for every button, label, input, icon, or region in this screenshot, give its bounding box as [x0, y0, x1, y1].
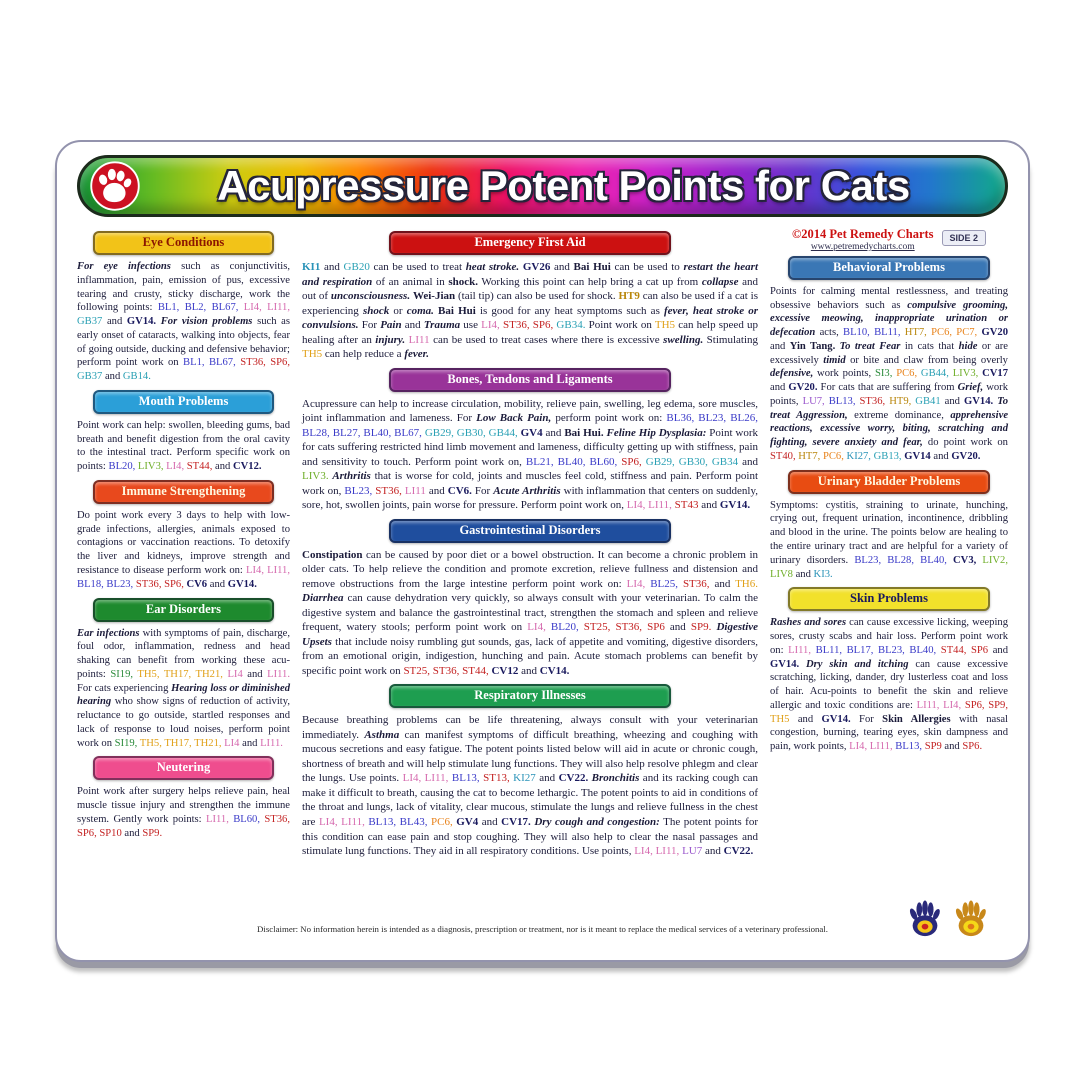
section-emergency-first-aid — [302, 231, 758, 362]
section-text-ear-disorders: Ear infections with symptoms of pain, discharge, foul odor, inflammation, redness and head shaking can benefit from working these acu-points: SI19, TH5, TH17, TH21, LI4 and LI11. For cats experiencing Hearing loss or diminished hearing who show signs of reduction of activity, reluctance to go outside, startled responses and lack of response to loud noises, perform point work on SI19, TH5, TH17, TH21, LI4 and LI11. — [77, 627, 290, 749]
section-text-emergency-first-aid: KI1 and GB20 can be used to treat heat stroke. GV26 and Bai Hui can be used to restart the heart and respiration of an animal in shock. Working this point can help bring a cat up from collapse and out of unconsciousness. Wei-Jian (tail tip) can also be used for shock. HT9 can also be used if a cat is experiencing shock or coma. Bai Hui is good for any heat symptoms such as fever, heat stroke or convulsions. For Pain and Trauma use LI4, ST36, SP6, GB34. Point work on TH5 can help speed up healing after an injury. LI11 can be used to treat cases where there is excessive swelling. Stimulating TH5 can help reduce a fever. — [302, 261, 759, 361]
section-text-behavioral-problems: Points for calming mental restlessness, and treating obsessive behaviors such as compulsive grooming, excessive meowing, inappropriate urination or defecation acts, BL10, BL11, HT7, PC6, PC7, GV20 and Yin Tang. To treat Fear in cats that hide or are excessively timid or bite and claw from being overly defensive, work points, SI3, PC6, GB44, LIV3, CV17 and GV20. For cats that are suffering from Grief, work points, LU7, BL13, ST36, HT9, GB41 and GV14. To treat Aggression, extreme dominance, apprehensive reactions, excessive worry, biting, scratching and fighting, severe anxiety and fear, do point work on ST40, HT7, PC6, KI27, GB13, GV14 and GV20. — [770, 285, 1009, 462]
section-header-skin-problems: Skin Problems — [788, 587, 990, 611]
website-text: www.petremedycharts.com — [810, 241, 915, 252]
chart-card — [55, 140, 1030, 962]
left-column — [77, 228, 290, 847]
page-title: Acupressure Potent Points for Cats — [217, 162, 910, 209]
side-2-badge: SIDE 2 — [942, 230, 987, 246]
section-header-emergency-first-aid: Emergency First Aid — [389, 231, 672, 255]
disclaimer-text: Disclaimer: No information herein is intended as a diagnosis, prescription or treatment, nor is it meant to replace the medical services of a veterinary professional. — [257, 924, 828, 934]
section-header-gastrointestinal-disorders: Gastrointestinal Disorders — [389, 519, 672, 543]
section-text-respiratory-illnesses: Because breathing problems can be life threatening, always consult with your veterinarian immediately. Asthma can manifest symptoms of difficult breathing, wheezing and coughing with mucous secretions and easy fatigue. The potent points listed below will aid in acute or chronic cough, shortness of breath and will help stimulate lung functions. They will also help resolve phlegm and clear the lungs. Use points. LI4, LI11, BL13, ST13, KI27 and CV22. Bronchitis and its racking cough can make it difficult to breath, causing the cat to become lethargic. The potent points to aid in conditions of the throat and lungs, lack of vitality, clear mucous, stimulate the lungs and relieve fullness in the chest are LI4, LI11, BL13, BL43, PC6, GV4 and CV17. Dry cough and congestion: The potent points for this condition can ease pain and stop coughing. They will also help to clear the nasal passages and stimulate lung functions. They aid in all respiratory conditions. Use points, LI4, LI11, LU7 and CV22. — [302, 714, 759, 858]
section-immune-strengthening — [77, 480, 290, 592]
section-header-mouth-problems: Mouth Problems — [93, 390, 274, 414]
section-behavioral-problems — [770, 256, 1008, 464]
section-urinary-bladder-problems — [770, 470, 1008, 582]
section-eye-conditions — [77, 231, 290, 384]
section-header-immune-strengthening: Immune Strengthening — [93, 480, 274, 504]
section-header-urinary-bladder-problems: Urinary Bladder Problems — [788, 470, 990, 494]
section-text-mouth-problems: Point work can help: swollen, bleeding gums, bad breath and benefit digestion from the oral cavity to the intestinal tract. Perform specific work on points: BL20, LIV3, LI4, ST44, and CV12. — [77, 419, 290, 473]
copyright-text: ©2014 Pet Remedy Charts — [791, 227, 934, 241]
section-header-neutering: Neutering — [93, 756, 274, 780]
section-bones-tendons-ligaments — [302, 368, 758, 513]
publisher-meta — [770, 228, 1008, 252]
section-header-eye-conditions: Eye Conditions — [93, 231, 274, 255]
section-header-respiratory-illnesses: Respiratory Illnesses — [389, 684, 672, 708]
section-text-immune-strengthening: Do point work every 3 days to help with low-grade infections, allergies, animals exposed to contagions or vaccination reactions. To detoxify the liver and kidneys, improve strength and resistance to disease perform work on: LI4, LI11, BL18, BL23, ST36, SP6, CV6 and GV14. — [77, 509, 290, 590]
section-skin-problems — [770, 587, 1008, 754]
section-header-bones-tendons-ligaments: Bones, Tendons and Ligaments — [389, 368, 672, 392]
section-text-bones-tendons-ligaments: Acupressure can help to increase circulation, mobility, relieve pain, swelling, leg edema, sore muscles, joint inflammation and lameness. For Low Back Pain, perform point work on: BL36, BL23, BL26, BL28, BL27, BL40, BL67, GB29, GB30, GB44, GV4 and Bai Hui. Feline Hip Dysplasia: Point work for cats suffering restricted hind limb movement and lameness, difficulty getting up with stiffness, pain and sensitivity to touch. Perform point work on, BL21, BL40, BL60, SP6, GB29, GB30, GB34 and LIV3. Arthritis that is worse for cold, joints and muscles feel cold, stiffness and pain. Perform point work on, BL23, ST36, LI11 and CV6. For Acute Arthritis with inflammation that centers on suddenly, sore, hot, swollen joints, pain worse for pressure. Perform point work on, LI4, LI11, ST43 and GV14. — [302, 397, 759, 512]
section-mouth-problems — [77, 390, 290, 474]
healing-hand-blue-icon — [906, 900, 944, 938]
section-gastrointestinal-disorders — [302, 519, 758, 679]
right-column — [770, 228, 1008, 760]
healing-hand-gold-icon — [952, 900, 990, 938]
healing-hands-logo — [906, 900, 990, 938]
columns — [77, 228, 1008, 865]
section-ear-disorders — [77, 598, 290, 751]
section-text-skin-problems: Rashes and sores can cause excessive licking, weeping sores, crusty scabs and hair loss. Perform point work on: LI11, BL11, BL17, BL23, BL40, ST44, SP6 and GV14. Dry skin and itching can cause excessive scratching, licking, dander, dry lusterless coat and loss of hair. Acu-points to benefit the skin and relieve allergic and toxic conditions are: LI11, LI4, SP6, SP9, TH5 and GV14. For Skin Allergies with nasal congestion, burning, tearing eyes, skin dampness and pain, work points, LI4, LI11, BL13, SP9 and SP6. — [770, 617, 1008, 753]
paw-print-icon — [90, 161, 140, 211]
title-banner — [77, 155, 1008, 217]
center-column — [302, 228, 758, 865]
section-header-behavioral-problems: Behavioral Problems — [788, 256, 990, 280]
section-text-neutering: Point work after surgery helps relieve pain, heal muscle tissue injury and strengthen the immune system. Gently work points: LI11, BL60, ST36, SP6, SP10 and SP9. — [77, 786, 290, 839]
section-text-urinary-bladder-problems: Symptoms: cystitis, straining to urinate, hunching, crying out, frequent urination, incontinence, dribbling and blood in the urine. The points below are healing to the entire urinary tract and are helpful for a variety of urinary disorders. BL23, BL28, BL40, CV3, LIV2, LIV8 and KI3. — [770, 499, 1008, 580]
section-neutering — [77, 756, 290, 840]
section-text-gastrointestinal-disorders: Constipation can be caused by poor diet or a bowel obstruction. It can become a chronic problem in older cats. To help relieve the condition and promote excretion, relieve fullness and distension and remove obstructions from the large intestine perform point work on: LI4, BL25, ST36, and TH6. Diarrhea can cause dehydration very quickly, so always consult with your veterinarian. To calm the digestive system and balance the gastrointestinal tract, strengthen the stomach and spleen and relieve frequent, watery stools; perform point work on LI4, BL20, ST25, ST36, SP6 and SP9. Digestive Upsets that include noisy rumbling gut sounds, gas, lack of appetite and vomiting, digestive disorders, from an emotional origin, indigestion, hunching and pain. Acute stomach problems can benefit by specific point work on ST25, ST36, ST44, CV12 and CV14. — [302, 548, 759, 677]
section-respiratory-illnesses — [302, 684, 758, 858]
section-text-eye-conditions: For eye infections such as conjunctivitis, inflammation, pain, emission of pus, excessive tearing and crusty, sticky discharge, work the following points: BL1, BL2, BL67, LI4, LI11, GB37 and GV14. For vision problems such as early onset of cataracts, walking into objects, fear of going outside, ducking and defensive behavior; perform point work on BL1, BL67, ST36, SP6, GB37 and GB14. — [77, 261, 290, 383]
section-header-ear-disorders: Ear Disorders — [93, 598, 274, 622]
